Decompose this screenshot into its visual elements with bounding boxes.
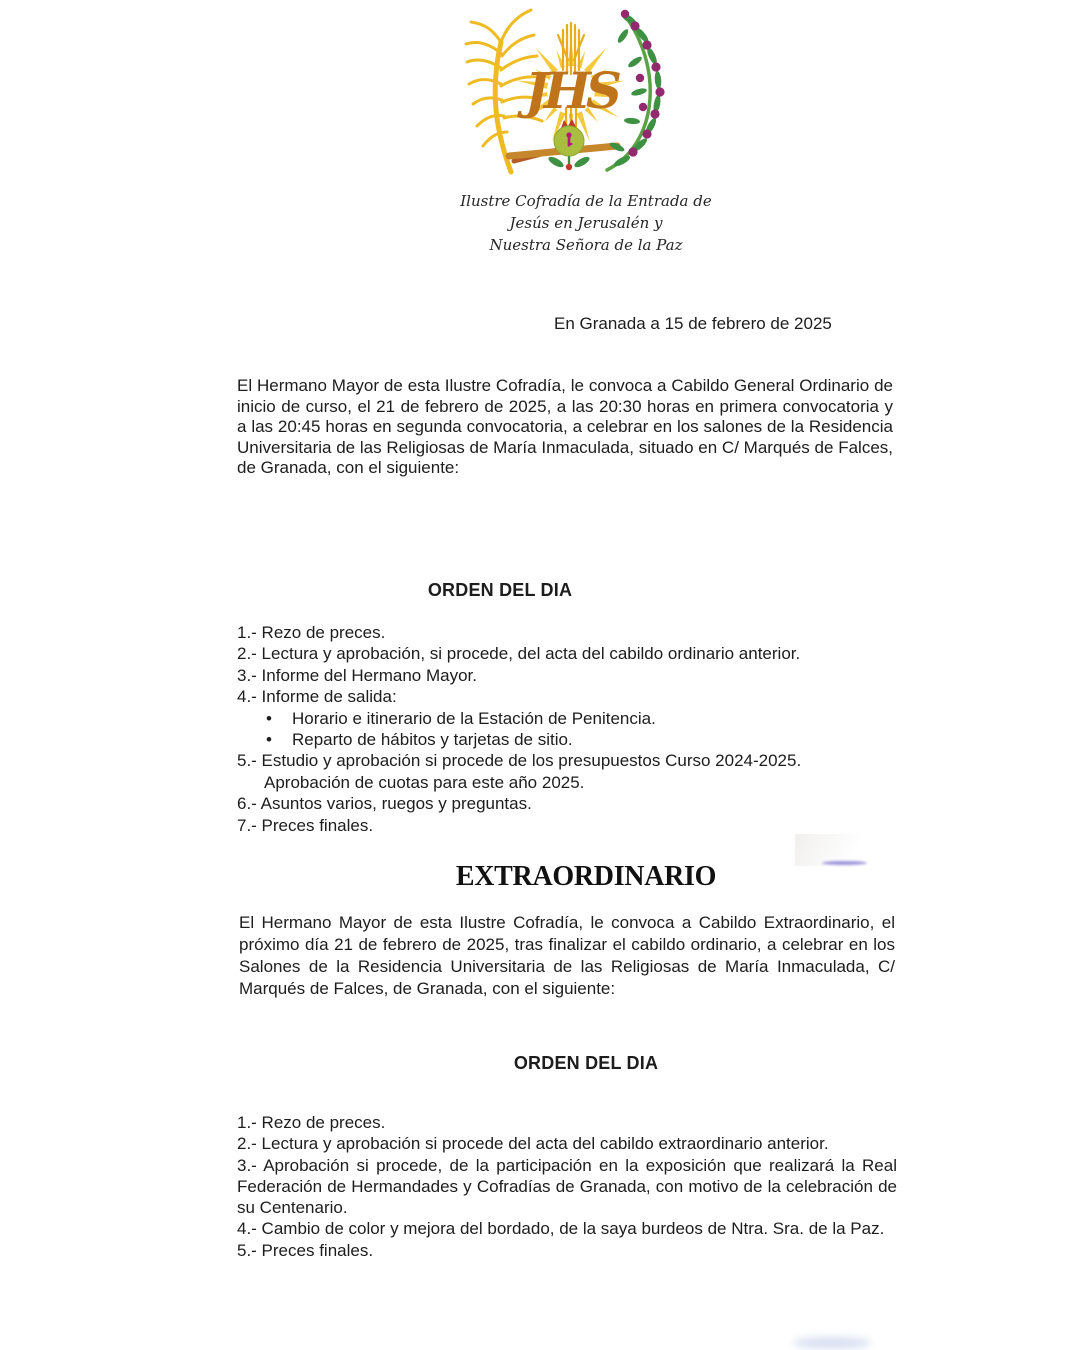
- agenda-item: 1.- Rezo de preces.: [237, 623, 386, 642]
- jhs-monogram: JHS: [524, 61, 618, 120]
- agenda-item: 4.- Cambio de color y mejora del bordado, de la saya burdeos de Ntra. Sra. de la Paz.: [237, 1219, 885, 1239]
- agenda-item: 2.- Lectura y aprobación, si procede, del acta del cabildo ordinario anterior.: [237, 644, 801, 664]
- agenda-item: 3.- Aprobación si procede, de la participación en la exposición que realizará la Real Federación de Hermandades y Cofradías de Granada, con motivo de la celebración de su Centenario.: [237, 1155, 897, 1218]
- agenda-list-extraordinary: [237, 1112, 897, 1261]
- agenda-item: 2.- Lectura y aprobación si procede del acta del cabildo extraordinario anterior.: [237, 1134, 829, 1154]
- dateline: En Granada a 15 de febrero de 2025: [554, 314, 832, 333]
- organization-name-line2: Jesús en Jerusalén y: [509, 214, 663, 232]
- agenda-item: 5.- Preces finales.: [237, 1240, 374, 1260]
- extraordinary-convocation-paragraph: El Hermano Mayor de esta Ilustre Cofradía, le convoca a Cabildo Extraordinario, el próximo día 21 de febrero de 2025, tras finalizar el cabildo ordinario, a celebrar en los Salones de la Residencia Universitaria de las Religiosas de María Inmaculada, C/ Marqués de Falces, de Granada, con el siguiente:: [239, 913, 895, 998]
- cofradia-emblem-logo: [459, 4, 669, 180]
- organization-name-line1: Ilustre Cofradía de la Entrada de: [460, 192, 712, 210]
- agenda-heading-ordinary: ORDEN DEL DIA: [427, 580, 573, 600]
- agenda-item: 7.- Preces finales.: [237, 815, 374, 835]
- organization-name-line3: Nuestra Señora de la Paz: [489, 236, 683, 254]
- organization-name: [46, 190, 1080, 256]
- agenda-item: 4.- Informe de salida:: [237, 687, 397, 707]
- scan-smudge: [793, 1337, 871, 1349]
- ordinary-convocation-paragraph: El Hermano Mayor de esta Ilustre Cofradía, le convoca a Cabildo General Ordinario de inicio de curso, el 21 de febrero de 2025, a las 20:30 horas en primera convocatoria y a las 20:45 horas en segunda convocatoria, a celebrar en los salones de la Residencia Universitaria de las Religiosas de María Inmaculada, situado en C/ Marqués de Falces, de Granada, con el siguiente:: [237, 376, 893, 478]
- agenda-item: 1.- Rezo de preces.: [237, 1113, 386, 1132]
- extraordinary-heading: EXTRAORDINARIO: [455, 861, 717, 892]
- agenda-item: 5.- Estudio y aprobación si procede de los presupuestos Curso 2024-2025.: [237, 751, 802, 771]
- agenda-item-continuation: Aprobación de cuotas para este año 2025.: [264, 772, 585, 792]
- agenda-sub-item: • Reparto de hábitos y tarjetas de sitio.: [237, 729, 897, 750]
- agenda-item: 3.- Informe del Hermano Mayor.: [237, 665, 477, 685]
- agenda-item: 6.- Asuntos varios, ruegos y preguntas.: [237, 794, 532, 814]
- agenda-sub-item: • Horario e itinerario de la Estación de Penitencia.: [237, 708, 897, 729]
- agenda-heading-extraordinary: ORDEN DEL DIA: [513, 1053, 659, 1073]
- agenda-list-ordinary: [237, 622, 897, 836]
